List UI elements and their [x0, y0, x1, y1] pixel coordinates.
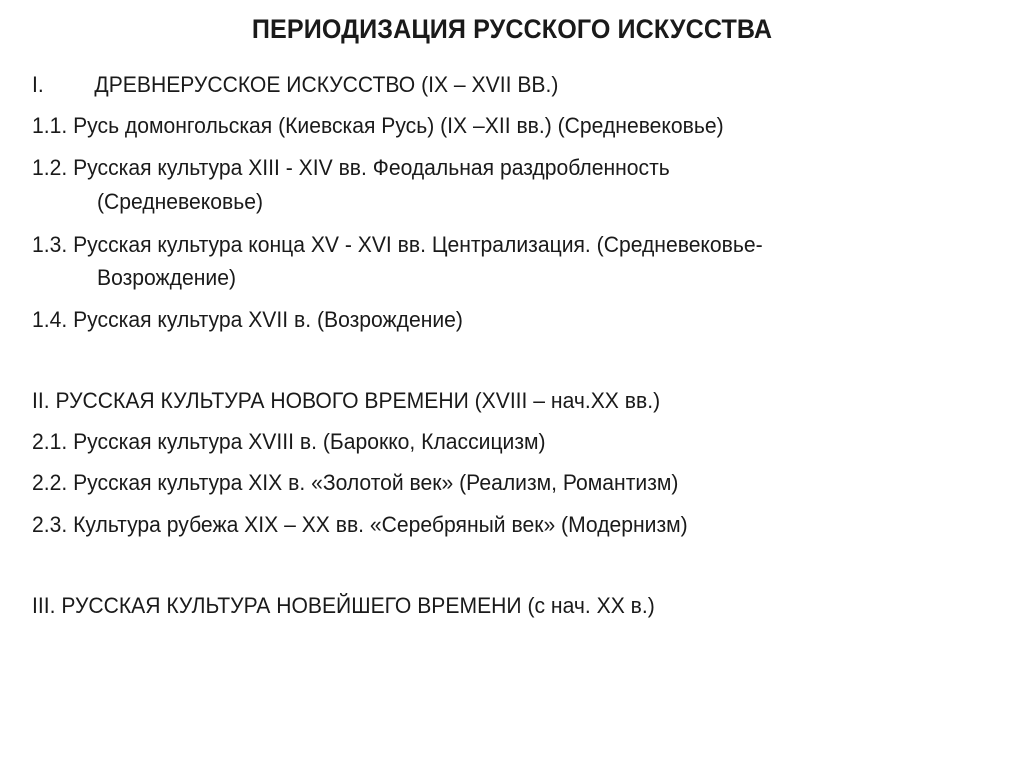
list-item-1-2-continued: (Средневековье): [97, 189, 264, 214]
list-item-1-1: 1.1. Русь домонгольская (Киевская Русь) (IX –XII вв.) (Средневековье): [32, 113, 724, 138]
list-item-2-2: 2.2. Русская культура XIX в. «Золотой век» (Реализм, Романтизм): [32, 470, 679, 495]
section-1-marker: I.: [32, 72, 44, 97]
section-2-heading: II. РУССКАЯ КУЛЬТУРА НОВОГО ВРЕМЕНИ (XVIII – нач.XX вв.): [32, 388, 661, 413]
list-item-2-3: 2.3. Культура рубежа XIX – XX вв. «Серебряный век» (Модернизм): [32, 512, 688, 537]
slide-title: ПЕРИОДИЗАЦИЯ РУССКОГО ИСКУССТВА: [251, 14, 773, 44]
list-item-1-2: 1.2. Русская культура XIII - XIV вв. Феодальная раздробленность: [32, 155, 670, 180]
section-3-heading: III. РУССКАЯ КУЛЬТУРА НОВЕЙШЕГО ВРЕМЕНИ (с нач. XX в.): [32, 593, 655, 618]
list-item-1-4: 1.4. Русская культура XVII в. (Возрождение): [32, 307, 463, 332]
section-1-heading: [32, 68, 558, 102]
list-item-2-1: 2.1. Русская культура XVIII в. (Барокко, Классицизм): [32, 429, 546, 454]
section-1-heading-text: ДРЕВНЕРУССКОЕ ИСКУССТВО (IX – XVII ВВ.): [94, 72, 559, 97]
list-item-1-3-continued: Возрождение): [97, 265, 236, 290]
list-item-1-3: 1.3. Русская культура конца XV - XVI вв. Централизация. (Средневековье-: [32, 232, 763, 257]
